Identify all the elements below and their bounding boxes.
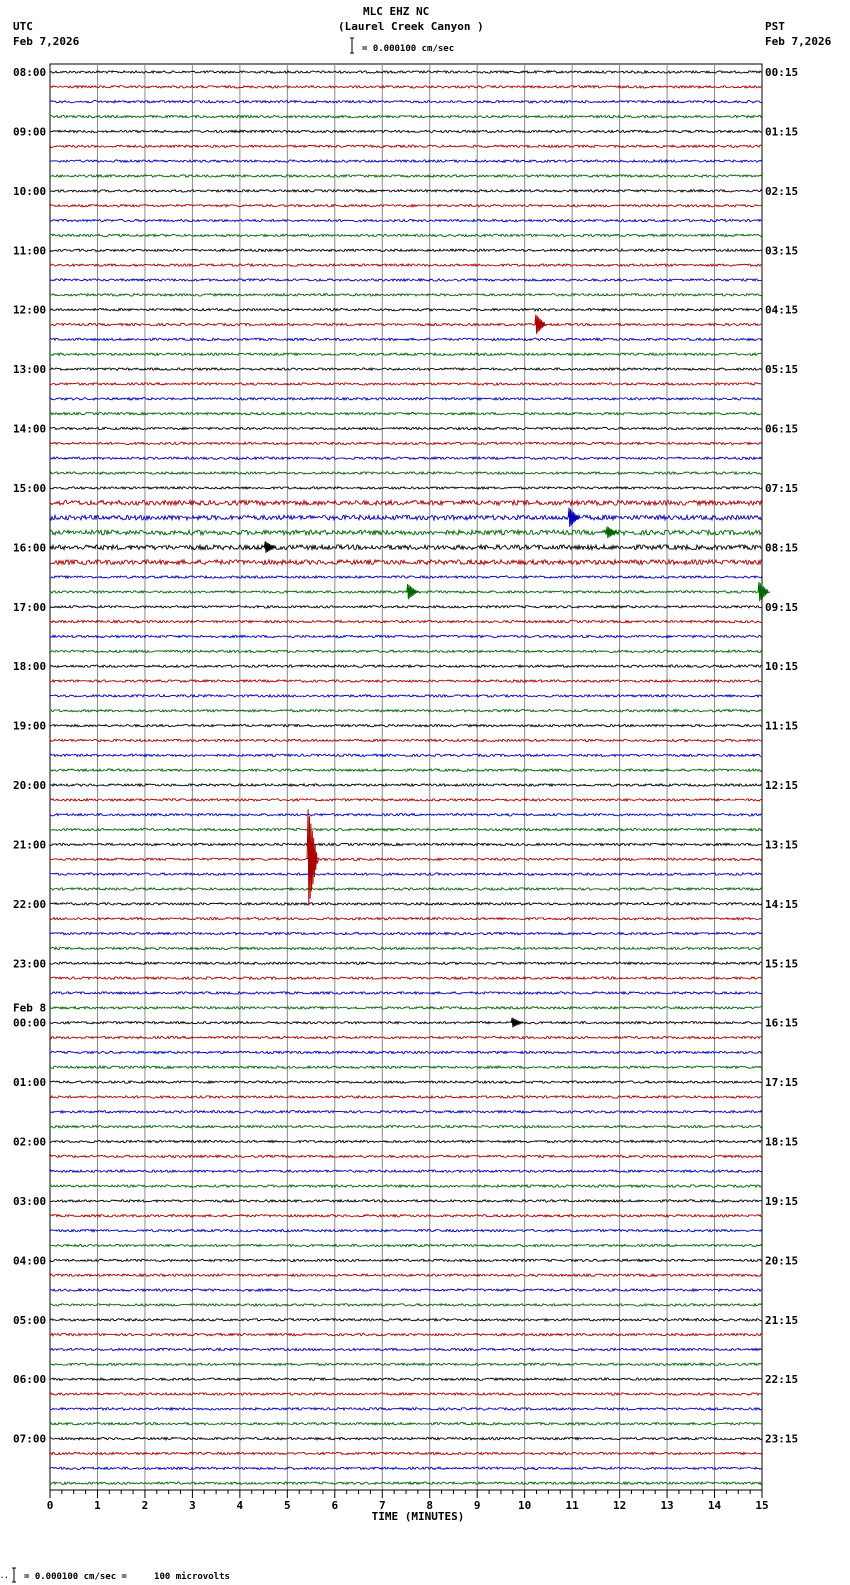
seismic-event — [568, 508, 580, 527]
pst-hour-label: 12:15 — [765, 779, 799, 792]
seismic-trace — [50, 754, 762, 756]
seismic-trace — [50, 1200, 762, 1202]
seismic-trace — [50, 323, 762, 325]
seismic-trace — [50, 576, 762, 578]
seismic-trace — [50, 1244, 762, 1246]
seismic-trace — [50, 1333, 762, 1335]
utc-hour-label: 15:00 — [13, 481, 47, 495]
utc-hour-label: 09:00 — [13, 125, 47, 139]
seismic-trace — [50, 101, 762, 103]
pst-hour-label: 07:15 — [765, 481, 799, 495]
seismic-event — [606, 527, 618, 539]
seismic-trace — [50, 1363, 762, 1365]
seismic-trace — [50, 219, 762, 221]
seismic-trace — [50, 130, 762, 132]
station-location: (Laurel Creek Canyon ) — [338, 20, 484, 33]
seismic-trace — [50, 947, 762, 949]
seismic-trace — [50, 145, 762, 147]
seismic-trace — [50, 665, 762, 667]
seismic-trace — [50, 309, 762, 311]
pst-hour-label: 22:15 — [765, 1373, 799, 1387]
seismic-trace — [50, 487, 762, 489]
utc-hour-label: 10:00 — [13, 184, 47, 198]
seismic-trace — [50, 1111, 762, 1113]
seismic-trace — [50, 1467, 762, 1469]
seismic-trace — [50, 398, 762, 400]
pst-hour-label: 23:15 — [765, 1432, 799, 1446]
scale-label: = 0.000100 cm/sec — [362, 44, 455, 54]
seismic-trace — [50, 1259, 762, 1261]
seismic-trace — [50, 932, 762, 934]
x-tick-label: 0 — [46, 1499, 54, 1512]
pst-hour-label: 19:15 — [765, 1194, 799, 1208]
utc-hour-label: 22:00 — [13, 897, 47, 911]
seismic-trace — [50, 383, 762, 385]
utc-hour-label: 18:00 — [13, 660, 47, 674]
seismic-trace — [50, 1140, 762, 1142]
pst-hour-label: 08:15 — [765, 541, 799, 555]
time-axis — [47, 1490, 769, 1512]
pst-hour-label: 21:15 — [765, 1313, 799, 1327]
pst-hour-label: 06:15 — [765, 422, 799, 436]
seismic-trace — [50, 442, 762, 444]
left-date: Feb 7,2026 — [13, 35, 80, 48]
pst-hour-label: 00:15 — [765, 66, 799, 79]
date-change-label: Feb 8 — [13, 1001, 47, 1015]
utc-hour-label: 14:00 — [13, 422, 47, 436]
seismic-trace — [50, 1007, 762, 1009]
pst-hour-label: 16:15 — [765, 1016, 799, 1030]
utc-hour-label: 11:00 — [13, 244, 47, 258]
pst-hour-label: 02:15 — [765, 184, 799, 198]
seismic-trace — [50, 1051, 762, 1053]
pst-hour-label: 10:15 — [765, 660, 799, 674]
seismic-trace — [50, 620, 762, 622]
seismic-trace — [50, 591, 762, 593]
pst-hour-label: 15:15 — [765, 957, 799, 971]
x-tick-label: 9 — [473, 1499, 481, 1512]
seismic-trace — [50, 784, 762, 786]
seismic-event — [535, 315, 547, 334]
seismic-trace — [50, 515, 762, 520]
seismic-trace — [50, 1437, 762, 1439]
pst-hour-label: 13:15 — [765, 838, 799, 852]
seismic-trace — [50, 903, 762, 905]
utc-hour-label: 07:00 — [13, 1432, 47, 1446]
seismic-trace — [50, 279, 762, 281]
x-tick-label: 13 — [660, 1499, 674, 1512]
seismic-trace — [50, 71, 762, 73]
seismic-trace — [50, 1036, 762, 1038]
seismic-trace — [50, 710, 762, 712]
seismic-trace — [50, 353, 762, 355]
seismic-trace — [50, 427, 762, 429]
seismic-event — [264, 541, 276, 553]
seismic-event — [758, 582, 770, 601]
seismic-trace — [50, 962, 762, 964]
seismic-trace — [50, 1289, 762, 1291]
seismic-event — [511, 1018, 523, 1028]
seismic-trace — [50, 338, 762, 340]
utc-hour-label: 20:00 — [13, 779, 47, 792]
pst-hour-label: 05:15 — [765, 363, 799, 377]
seismic-trace — [50, 234, 762, 236]
utc-hour-label: 04:00 — [13, 1254, 47, 1268]
seismic-trace — [50, 190, 762, 192]
x-tick-label: 14 — [707, 1499, 722, 1512]
x-tick-label: 3 — [189, 1499, 196, 1512]
x-tick-label: 12 — [612, 1499, 627, 1512]
seismic-trace — [50, 1393, 762, 1395]
seismic-trace — [50, 115, 762, 117]
seismic-trace — [50, 1378, 762, 1380]
seismic-trace — [50, 1170, 762, 1172]
utc-hour-label: 01:00 — [13, 1076, 47, 1090]
seismic-trace — [50, 175, 762, 177]
pst-hour-label: 03:15 — [765, 244, 799, 258]
seismic-trace — [50, 1081, 762, 1083]
x-tick-label: 1 — [94, 1499, 101, 1512]
pst-hour-label: 14:15 — [765, 897, 799, 911]
seismic-trace — [50, 918, 762, 920]
pst-hour-label: 18:15 — [765, 1135, 799, 1149]
x-tick-label: 7 — [378, 1499, 386, 1512]
seismic-trace — [50, 977, 762, 979]
utc-hour-label: 08:00 — [13, 66, 47, 79]
seismic-trace — [50, 739, 762, 741]
trace-group — [50, 71, 762, 1485]
x-tick-label: 4 — [236, 1499, 244, 1512]
seismic-trace — [50, 560, 762, 565]
seismic-trace — [50, 1408, 762, 1410]
seismic-trace — [50, 1274, 762, 1276]
seismic-trace — [50, 843, 762, 845]
seismic-trace — [50, 368, 762, 370]
seismic-trace — [50, 799, 762, 801]
seismic-trace — [50, 1319, 762, 1321]
seismic-trace — [50, 1482, 762, 1484]
seismic-trace — [50, 205, 762, 207]
seismic-trace — [50, 1215, 762, 1217]
seismic-trace — [50, 1022, 762, 1024]
seismic-trace — [50, 873, 762, 875]
right-timezone: PST — [765, 20, 785, 33]
seismic-trace — [50, 635, 762, 637]
utc-hour-label: 16:00 — [13, 541, 47, 555]
pst-hour-label: 04:15 — [765, 303, 799, 317]
seismic-trace — [50, 86, 762, 88]
left-timezone: UTC — [13, 20, 33, 33]
seismic-trace — [50, 1125, 762, 1127]
footer-scale-label: = 0.000100 cm/sec = 100 microvolts — [24, 1572, 230, 1582]
seismic-trace — [50, 1304, 762, 1306]
seismic-trace — [50, 1155, 762, 1157]
seismic-trace — [50, 160, 762, 162]
seismic-event — [307, 809, 319, 905]
seismic-trace — [50, 472, 762, 474]
seismic-trace — [50, 500, 762, 505]
seismic-trace — [50, 724, 762, 726]
seismic-trace — [50, 1066, 762, 1068]
seismic-trace — [50, 858, 762, 860]
seismic-trace — [50, 249, 762, 251]
seismic-trace — [50, 545, 762, 550]
seismic-trace — [50, 1185, 762, 1187]
seismic-trace — [50, 1423, 762, 1425]
x-tick-label: 6 — [331, 1499, 339, 1512]
seismic-trace — [50, 530, 762, 535]
x-tick-label: 10 — [518, 1499, 532, 1512]
utc-hour-label: 12:00 — [13, 303, 47, 317]
seismic-trace — [50, 992, 762, 994]
pst-hour-label: 09:15 — [765, 600, 799, 614]
seismic-trace — [50, 1229, 762, 1231]
pst-hour-label: 11:15 — [765, 719, 799, 733]
seismic-trace — [50, 814, 762, 816]
pst-hour-label: 20:15 — [765, 1254, 799, 1268]
utc-hour-label: 19:00 — [13, 719, 47, 733]
seismic-trace — [50, 888, 762, 890]
seismic-trace — [50, 828, 762, 830]
utc-hour-label: 02:00 — [13, 1135, 47, 1149]
utc-hour-label: 17:00 — [13, 600, 47, 614]
event-group — [264, 315, 770, 1028]
seismic-trace — [50, 1096, 762, 1098]
footer-prefix: ·· — [0, 1574, 9, 1582]
seismic-trace — [50, 1452, 762, 1454]
utc-hour-label: 05:00 — [13, 1313, 47, 1327]
seismic-trace — [50, 680, 762, 682]
seismic-trace — [50, 650, 762, 652]
seismic-trace — [50, 1348, 762, 1350]
utc-hour-label: 03:00 — [13, 1194, 47, 1208]
x-tick-label: 5 — [284, 1499, 291, 1512]
station-title: MLC EHZ NC — [363, 5, 430, 18]
right-date: Feb 7,2026 — [765, 35, 832, 48]
x-axis-label: TIME (MINUTES) — [371, 1510, 465, 1523]
x-tick-label: 15 — [755, 1499, 769, 1512]
seismic-trace — [50, 294, 762, 296]
pst-hour-label: 17:15 — [765, 1076, 799, 1090]
x-tick-label: 11 — [565, 1499, 579, 1512]
seismic-event — [407, 584, 419, 599]
x-tick-label: 2 — [141, 1499, 149, 1512]
seismic-trace — [50, 606, 762, 608]
utc-hour-label: 21:00 — [13, 838, 47, 852]
pst-hour-label: 01:15 — [765, 125, 799, 139]
seismic-trace — [50, 412, 762, 414]
utc-hour-label: 06:00 — [13, 1373, 47, 1387]
seismic-trace — [50, 695, 762, 697]
utc-hour-label: 00:00 — [13, 1016, 47, 1030]
seismic-trace — [50, 769, 762, 771]
x-tick-label: 8 — [426, 1499, 434, 1512]
seismic-trace — [50, 457, 762, 459]
seismic-trace — [50, 264, 762, 266]
utc-hour-label: 13:00 — [13, 363, 47, 377]
utc-hour-label: 23:00 — [13, 957, 47, 971]
